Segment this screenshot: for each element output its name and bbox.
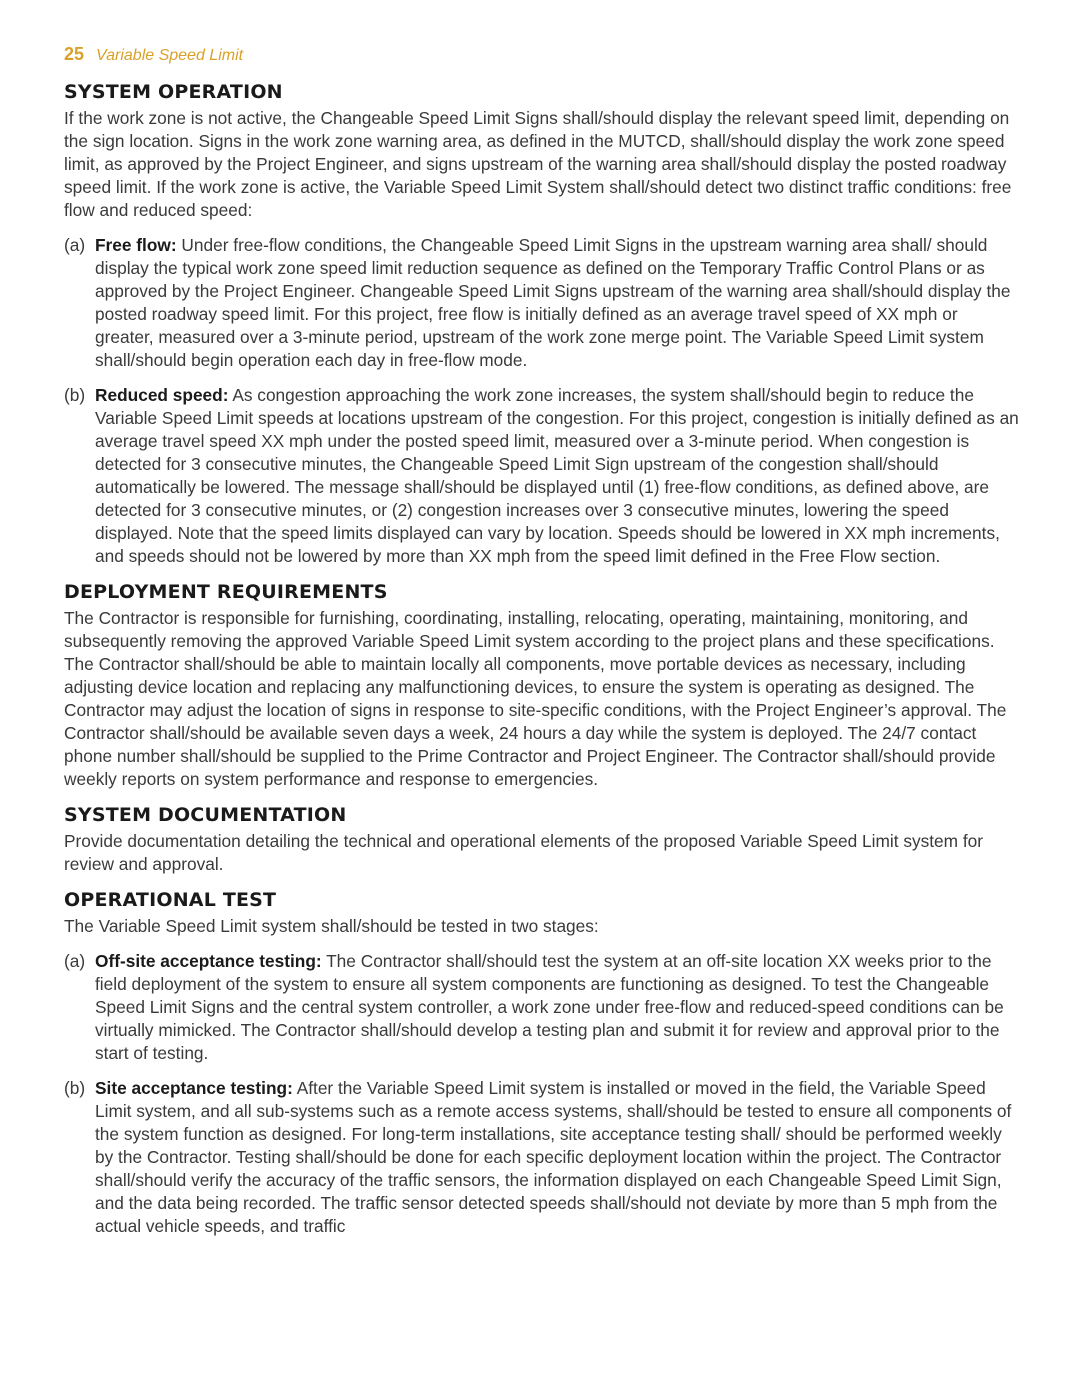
list-item-term: Reduced speed: — [95, 385, 229, 405]
section-paragraph: The Contractor is responsible for furnishing, coordinating, installing, relocating, operating, maintaining, monitoring, and subsequently removing the approved Variable Speed Limit system according to the project plans and these specifications. The Contractor shall/should be able to maintain locally all components, move portable devices as necessary, including adjusting device location and replacing any malfunctioning devices, to ensure the system is operating as designed. The Contractor may adjust the location of signs in response to site-specific conditions, with the Project Engineer’s approval. The Contractor shall/should be available seven days a week, 24 hours a day while the system is deployed. The 24/7 contact phone number shall/should be supplied to the Prime Contractor and Project Engineer. The Contractor shall/should provide weekly reports on system performance and response to emergencies. — [64, 608, 1007, 789]
list-marker: (a) — [64, 235, 86, 255]
section-system-documentation — [64, 803, 1020, 876]
section-paragraph: Provide documentation detailing the technical and operational elements of the proposed Variable Speed Limit system for review and approval. — [64, 831, 984, 874]
section-heading: DEPLOYMENT REQUIREMENTS — [64, 581, 388, 603]
page-number: 25 — [64, 44, 85, 64]
list-item-body — [95, 234, 1020, 372]
section-heading: SYSTEM OPERATION — [64, 81, 283, 103]
section-heading: SYSTEM DOCUMENTATION — [64, 804, 347, 826]
list-item-body — [95, 384, 1020, 568]
list-item — [64, 1077, 1020, 1238]
list-item — [64, 234, 1020, 372]
list-item-term: Off-site acceptance testing: — [95, 951, 322, 971]
list-item — [64, 384, 1020, 568]
section-deployment-requirements — [64, 580, 1020, 791]
list-item-term: Site acceptance testing: — [95, 1078, 293, 1098]
list-item-term: Free flow: — [95, 235, 177, 255]
section-heading: OPERATIONAL TEST — [64, 889, 277, 911]
list-marker: (b) — [64, 1078, 86, 1098]
list-item-text: The Contractor shall/should test the system at an off-site location XX weeks prior to the field deployment of the system to ensure all system components are functioning as designed. To test the Changeable Speed Limit Signs and the central system controller, a work zone under free-flow and reduced-speed conditions can be virtually mimicked. The Contractor shall/should develop a testing plan and submit it for review and approval prior to the start of testing. — [95, 951, 1004, 1063]
section-system-operation — [64, 80, 1020, 568]
list-item-body — [95, 950, 1020, 1065]
list-item-text: As congestion approaching the work zone increases, the system shall/should begin to reduce the Variable Speed Limit speeds at locations upstream of the congestion. For this project, congestion is initially defined as an average travel speed XX mph under the posted speed limit, measured over a 3-minute period. When congestion is detected for 3 consecutive minutes, the Changeable Speed Limit Sign upstream of the congestion shall/should automatically be lowered. The message shall/should be displayed until (1) free-flow conditions, as defined above, are detected for 3 consecutive minutes, or (2) congestion increases over 3 consecutive minutes, lowering the speed displayed. Note that the speed limits displayed can vary by location. Speeds should be lowered in XX mph increments, and speeds should not be lowered by more than XX mph from the speed limit defined in the Free Flow section. — [95, 385, 1019, 566]
list-item-text: After the Variable Speed Limit system is installed or moved in the field, the Variable Speed Limit system, and all sub-systems such as a remote access systems, shall/should be tested to ensure all components of the system function as designed. For long-term installations, site acceptance testing shall/ should be performed weekly by the Contractor. Testing shall/should be done for each specific deployment location within the project. The Contractor shall/should verify the accuracy of the traffic sensors, the information displayed on each Changeable Speed Limit Sign, and the data being recorded. The traffic sensor detected speeds shall/should not deviate by more than 5 mph from the actual vehicle speeds, and traffic — [95, 1078, 1012, 1236]
running-title: Variable Speed Limit — [96, 47, 244, 64]
section-paragraph: If the work zone is not active, the Changeable Speed Limit Signs shall/should display the relevant speed limit, depending on the sign location. Signs in the work zone warning area, as defined in the MUTCD, shall/should display the work zone speed limit, as approved by the Project Engineer, and signs upstream of the warning area shall/should display the posted roadway speed limit. If the work zone is active, the Variable Speed Limit System shall/should detect two distinct traffic conditions: free flow and reduced speed: — [64, 108, 1012, 220]
list-item — [64, 950, 1020, 1065]
section-paragraph: The Variable Speed Limit system shall/should be tested in two stages: — [64, 916, 599, 936]
running-header — [64, 44, 1020, 72]
list-marker: (a) — [64, 951, 86, 971]
list-item-body — [95, 1077, 1020, 1238]
list-marker: (b) — [64, 385, 86, 405]
section-operational-test — [64, 888, 1020, 1238]
document-page — [64, 44, 1020, 1238]
list-item-text: Under free-flow conditions, the Changeable Speed Limit Signs in the upstream warning area shall/ should display the typical work zone speed limit reduction sequence as defined on the Temporary Traffic Control Plans or as approved by the Project Engineer. Changeable Speed Limit Signs upstream of the warning area shall/should display the posted roadway speed limit. For this project, free flow is initially defined as an average travel speed of XX mph or greater, measured over a 3-minute period, upstream of the work zone merge point. The Variable Speed Limit system shall/should begin operation each day in free-flow mode. — [95, 235, 1011, 370]
